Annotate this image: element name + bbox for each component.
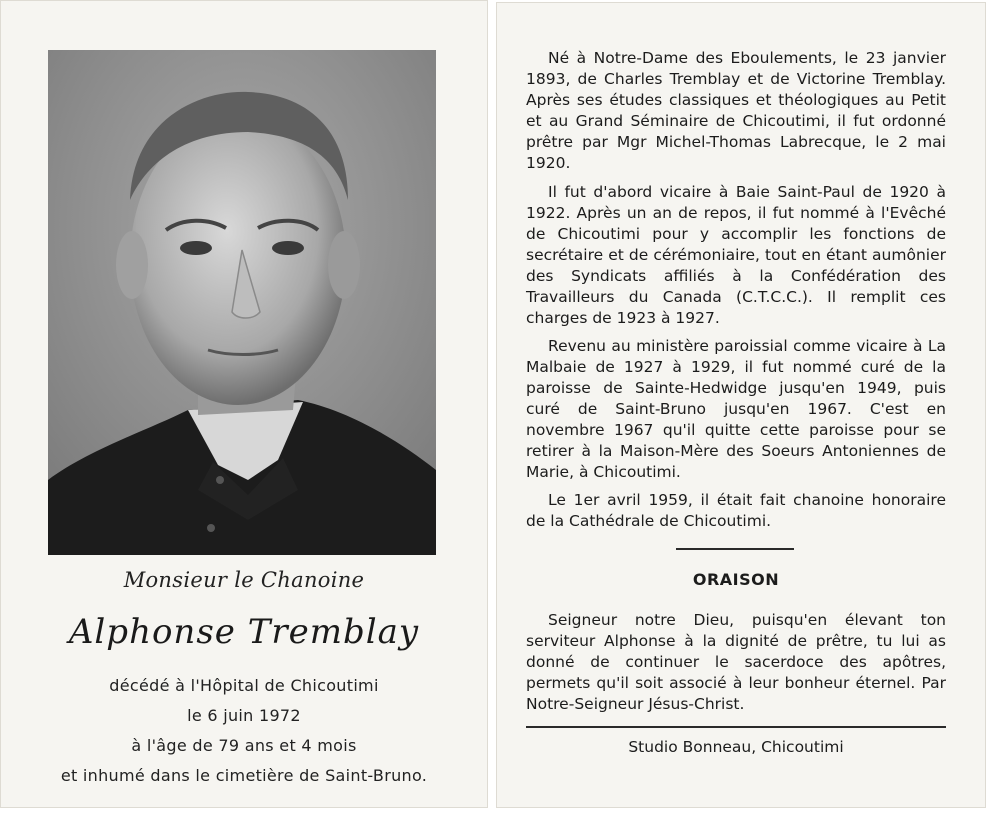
- section-divider-long: [526, 726, 946, 728]
- title-monsieur-le-chanoine: Monsieur le Chanoine: [123, 568, 365, 592]
- deceased-name: Alphonse Tremblay: [68, 612, 420, 652]
- priest-portrait-illustration: [48, 50, 436, 555]
- info-line-age: à l'âge de 79 ans et 4 mois: [131, 736, 357, 755]
- biography-paragraph-4: Le 1er avril 1959, il était fait chanoine honoraire de la Cathédrale de Chicoutimi.: [526, 491, 946, 530]
- info-line-death-date: le 6 juin 1972: [187, 706, 301, 725]
- biography-paragraph-2: Il fut d'abord vicaire à Baie Saint-Paul de 1920 à 1922. Après un an de repos, il fut nommé à l'Evêché de Chicoutimi pour y accomplir les fonctions de secrétaire et de cérémoniaire, tout en étant aumônier des Syndicats affiliés à la Confédération des Travailleurs du Canada (C.T.C.C.). Il remplit ces charges de 1923 à 1927.: [526, 183, 946, 327]
- biography-paragraph-1: Né à Notre-Dame des Eboulements, le 23 janvier 1893, de Charles Tremblay et de Victorine Tremblay. Après ses études classiques et théologiques au Petit et au Grand Séminaire de Chicoutimi, il fut ordonné prêtre par Mgr Michel-Thomas Labrecque, le 2 mai 1920.: [526, 49, 946, 172]
- portrait-photo: [48, 50, 436, 555]
- info-line-burial: et inhumé dans le cimetière de Saint-Bruno.: [60, 766, 428, 785]
- prayer-text: Seigneur notre Dieu, puisqu'en élevant ton serviteur Alphonse à la dignité de prêtre, tu lui as donné de continuer le sacerdoce des apôtres, permets qu'il soit associé à leur bonheur éternel. Par Notre-Seigneur Jésus-Christ.: [526, 611, 946, 713]
- studio-credit: Studio Bonneau, Chicoutimi: [628, 738, 844, 756]
- biography-paragraph-3: Revenu au ministère paroissial comme vicaire à La Malbaie de 1927 à 1929, il fut nommé curé de la paroisse de Sainte-Hedwidge jusqu'en 1949, puis curé de Saint-Bruno jusqu'en 1967. C'est en novembre 1967 qu'il quitte cette paroisse pour se retirer à la Maison-Mère des Soeurs Antoniennes de Marie, à Chicoutimi.: [526, 337, 946, 481]
- section-divider-short: [676, 548, 794, 550]
- info-line-death-place: décédé à l'Hôpital de Chicoutimi: [109, 676, 379, 695]
- prayer-heading: ORAISON: [692, 570, 780, 589]
